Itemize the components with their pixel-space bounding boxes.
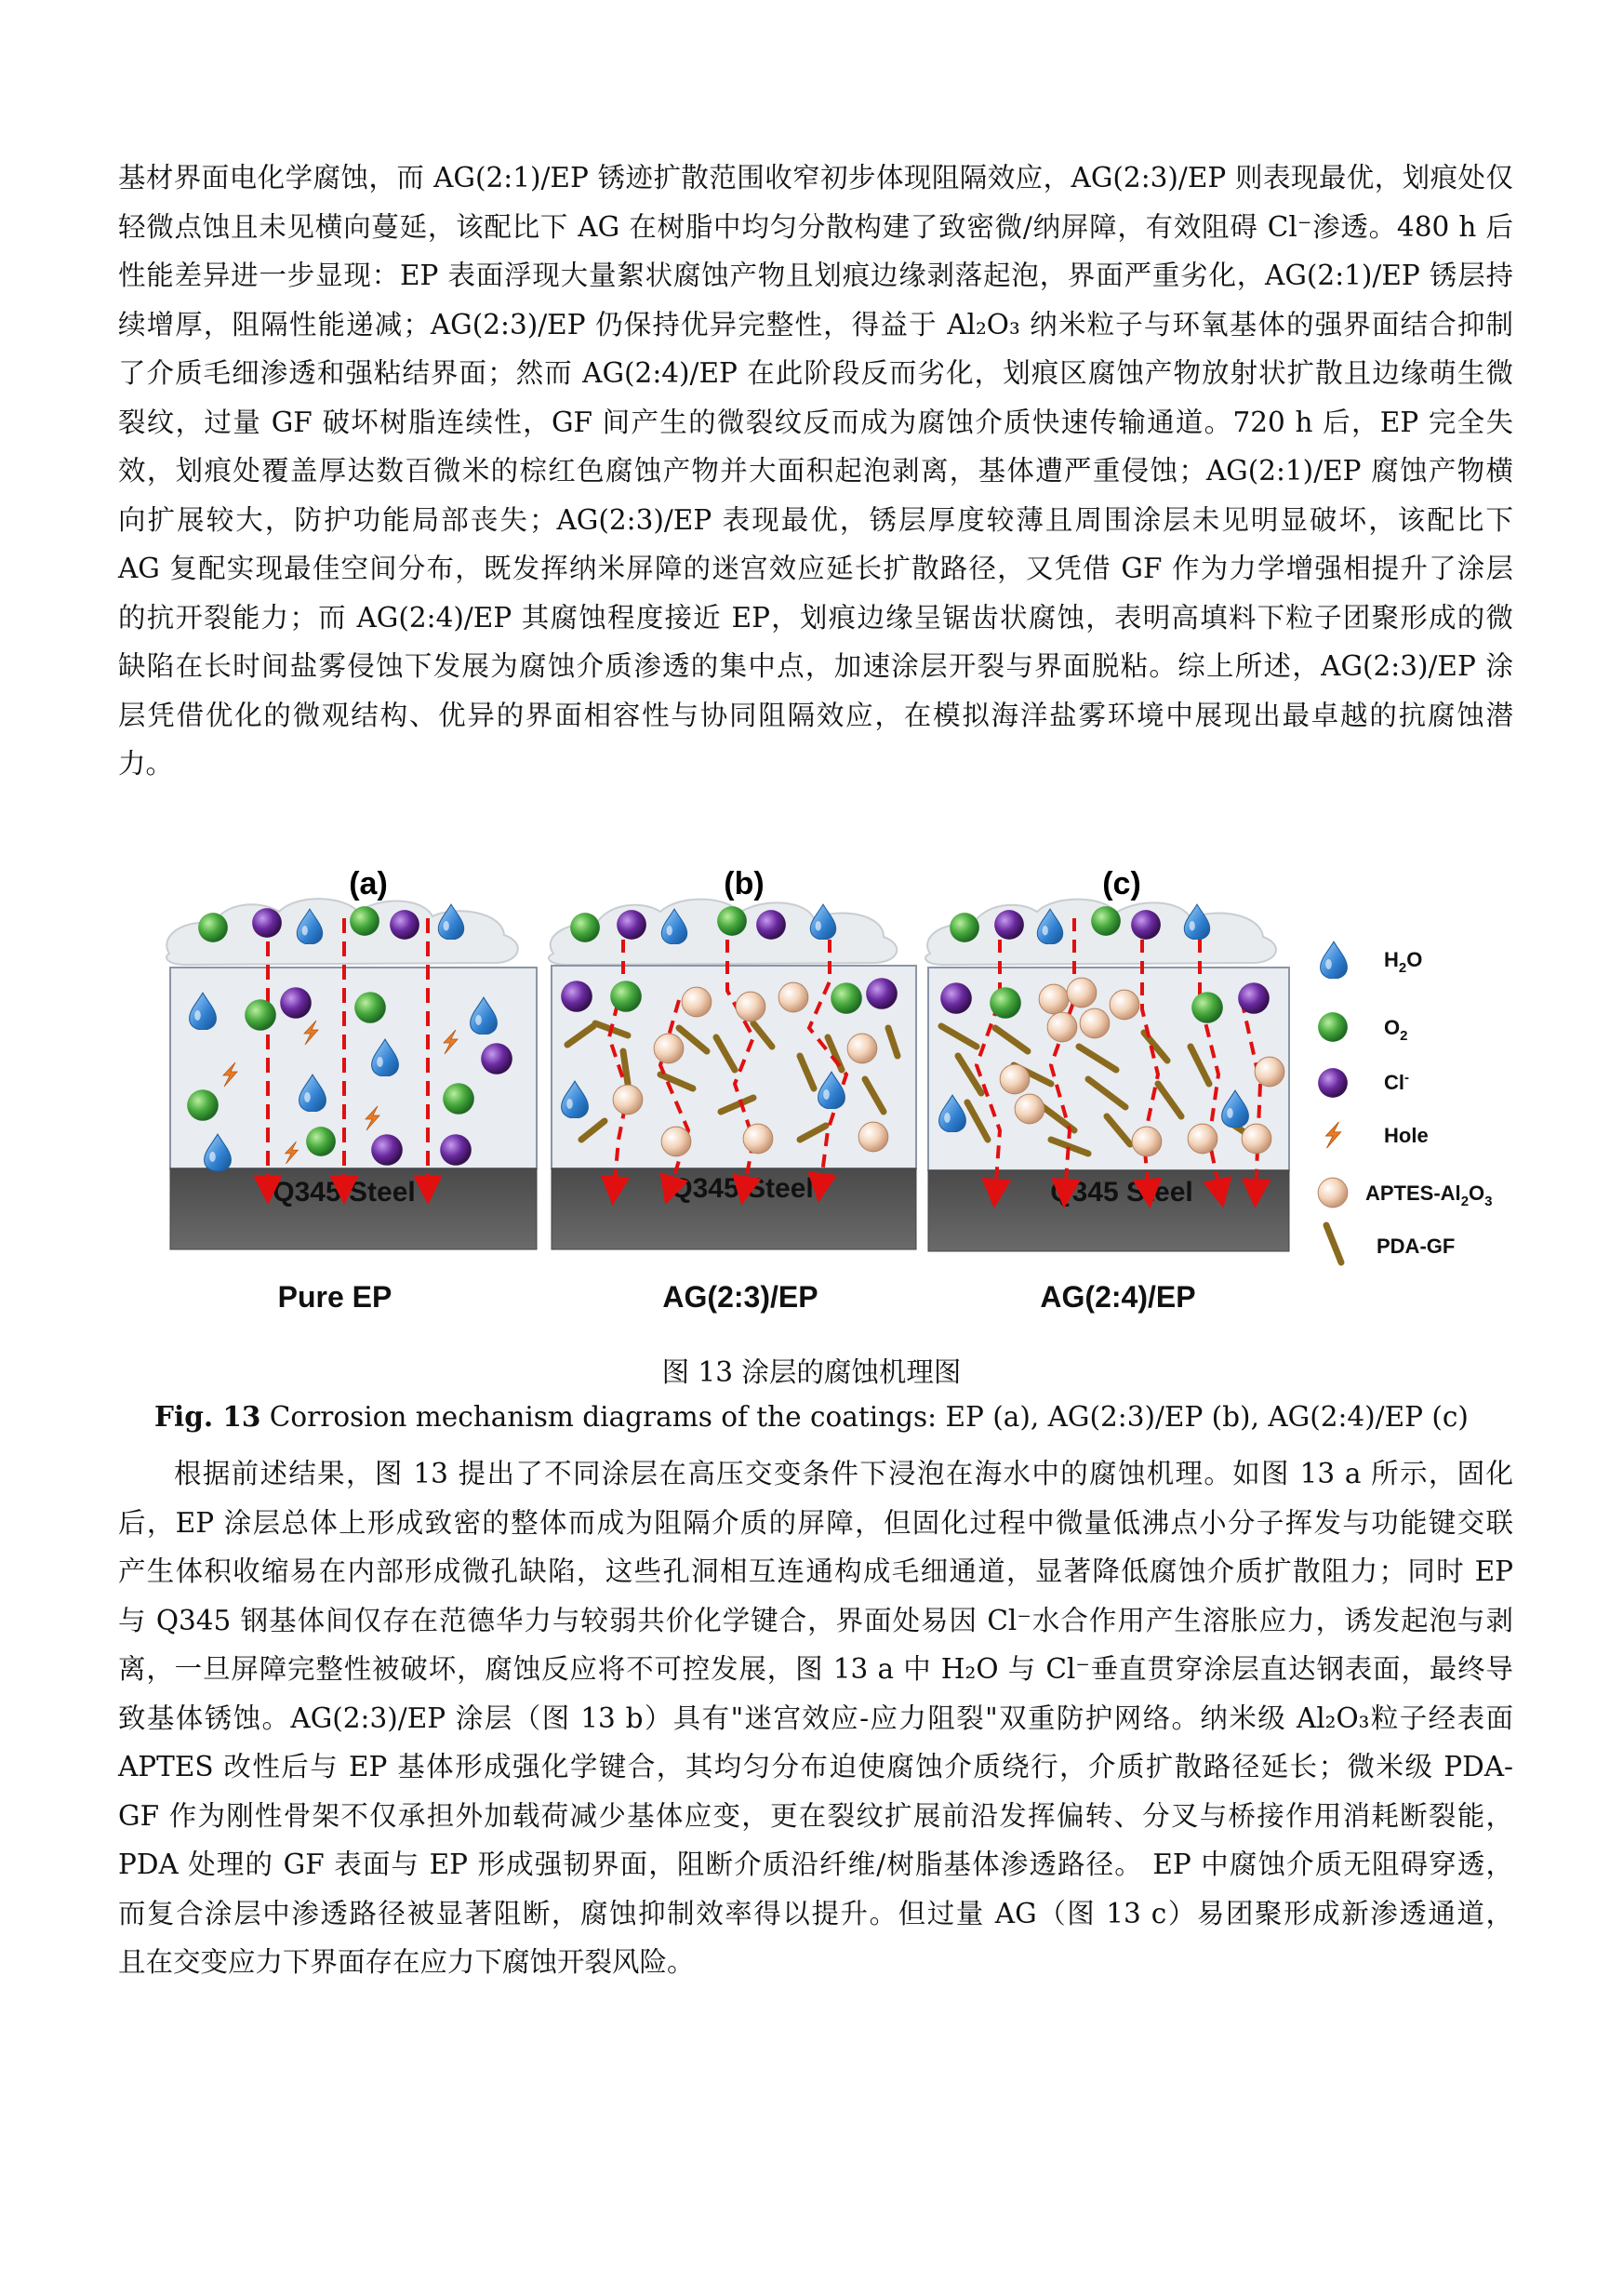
oxygen-molecule xyxy=(570,913,600,942)
oxygen-molecule xyxy=(1091,906,1121,936)
aptes-al2o3-icon xyxy=(1318,1178,1348,1208)
water-droplet xyxy=(438,904,463,940)
text-line: 产生体积收缩易在内部形成微孔缺陷，这些孔洞相互连通构成毛细通道，显著降低腐蚀介质扩散阻力；同时 EP xyxy=(118,1555,1513,1587)
corrosion-mechanism-figure xyxy=(158,861,1516,1335)
legend-label-cl: Cl- xyxy=(1384,1070,1409,1094)
text-line: 的抗开裂能力；而 AG(2:4)/EP 其腐蚀程度接近 EP，划痕边缘呈锯齿状腐蚀，表明高填料下粒子团聚形成的微 xyxy=(118,601,1513,634)
chloride-ion xyxy=(252,908,282,938)
oxygen-molecule xyxy=(610,981,642,1012)
oxygen-icon xyxy=(1318,1012,1348,1042)
oxygen-molecule xyxy=(717,906,747,936)
oxygen-molecule xyxy=(350,906,379,936)
figure-number: Fig. 13 xyxy=(154,1400,261,1433)
aptes-al2o3-particle xyxy=(1000,1064,1030,1094)
water-droplet xyxy=(1184,904,1209,940)
text-line: 根据前述结果，图 13 提出了不同涂层在高压交变条件下浸泡在海水中的腐蚀机理。如图 13 a 所示，固化 xyxy=(174,1458,1513,1489)
figure-caption-en xyxy=(0,1400,1623,1433)
text-line: 且在交变应力下界面存在应力下腐蚀开裂风险。 xyxy=(118,1946,695,1978)
oxygen-molecule xyxy=(245,999,276,1031)
aptes-al2o3-particle xyxy=(654,1034,684,1063)
paragraph-2 xyxy=(118,1449,1513,1987)
aptes-al2o3-particle xyxy=(661,1127,691,1156)
pda-gf-fiber xyxy=(623,1051,628,1084)
legend-label-hole: Hole xyxy=(1384,1124,1429,1147)
aptes-al2o3-particle xyxy=(1067,978,1097,1008)
water-droplet-icon xyxy=(1321,941,1348,979)
aptes-al2o3-particle xyxy=(1255,1057,1284,1087)
chloride-ion xyxy=(561,981,592,1012)
legend xyxy=(1318,941,1492,1262)
chloride-ion xyxy=(617,910,646,940)
oxygen-molecule xyxy=(187,1089,219,1121)
text-line: PDA 处理的 GF 表面与 EP 形成强韧界面，阻断介质沿纤维/树脂基体渗透路径。 EP 中腐蚀介质无阻碍穿透， xyxy=(118,1849,1513,1880)
oxygen-molecule xyxy=(198,913,228,942)
aptes-al2o3-particle xyxy=(1039,984,1069,1014)
chloride-icon xyxy=(1318,1068,1348,1098)
aptes-al2o3-particle xyxy=(613,1085,643,1115)
text-line: 与 Q345 钢基体间仅存在范德华力与较弱共价化学键合，界面处易因 Cl⁻水合作用产生溶胀应力，诱发起泡与剥 xyxy=(118,1604,1513,1636)
chloride-ion xyxy=(280,987,312,1019)
aptes-al2o3-particle xyxy=(778,982,808,1012)
water-droplet xyxy=(810,904,835,940)
substrate-label: Q345 Steel xyxy=(1050,1177,1193,1208)
text-line: 效，划痕处覆盖厚达数百微米的棕红色腐蚀产物并大面积起泡剥离，基体遭严重侵蚀；AG(2:1)/EP 腐蚀产物横 xyxy=(118,455,1513,487)
coating-layer xyxy=(170,968,537,1168)
aptes-al2o3-particle xyxy=(847,1034,877,1063)
pda-gf-icon xyxy=(1326,1225,1341,1262)
chloride-ion xyxy=(994,910,1024,940)
aptes-al2o3-particle xyxy=(682,987,712,1017)
aptes-al2o3-particle xyxy=(736,992,765,1021)
oxygen-molecule xyxy=(354,992,386,1023)
text-line: 而复合涂层中渗透路径被显著阻断，腐蚀抑制效率得以提升。但过量 AG（图 13 c）易团聚形成新渗透通道， xyxy=(118,1897,1513,1929)
oxygen-molecule xyxy=(306,1127,336,1156)
panel-c xyxy=(925,900,1289,1314)
text-line: 层凭借优化的微观结构、优异的界面相容性与协同阻隔效应，在模拟海洋盐雾环境中展现出最卓越的抗腐蚀潜 xyxy=(118,699,1513,731)
panel-name: AG(2:4)/EP xyxy=(1040,1280,1196,1314)
aptes-al2o3-particle xyxy=(1188,1124,1217,1154)
text-line: 了介质毛细渗透和强粘结界面；然而 AG(2:4)/EP 在此阶段反而劣化，划痕区腐蚀产物放射状扩散且边缘萌生微 xyxy=(118,357,1513,389)
substrate-label: Q345 Steel xyxy=(671,1173,814,1204)
text-line: 向扩展较大，防护功能局部丧失；AG(2:3)/EP 表现最优，锈层厚度较薄且周围涂层未见明显破坏，该配比下 xyxy=(118,503,1513,536)
oxygen-molecule xyxy=(950,913,979,942)
text-line: 力。 xyxy=(118,748,174,780)
text-line: 基材界面电化学腐蚀，而 AG(2:1)/EP 锈迹扩散范围收窄初步体现阻隔效应，AG(2:3)/EP 则表现最优，划痕处仅 xyxy=(118,162,1513,194)
legend-label-aptes: APTES-$Al_2O_3$ xyxy=(1365,1181,1493,1209)
legend-label-h2o: $H_2O$ xyxy=(1384,948,1423,976)
aptes-al2o3-particle xyxy=(1132,1127,1162,1156)
text-line: 续增厚，阻隔性能递减；AG(2:3)/EP 仍保持优异完整性，得益于 Al₂O₃ 纳米粒子与环氧基体的强界面结合抑制 xyxy=(118,308,1513,340)
panel-label-b: (b) xyxy=(724,866,765,901)
panel-label-c: (c) xyxy=(1102,866,1141,901)
oxygen-molecule xyxy=(1191,992,1223,1023)
chloride-ion xyxy=(481,1043,512,1075)
legend-label-o2: $O_2$ xyxy=(1384,1016,1408,1044)
figure-caption-cn: 图 13 涂层的腐蚀机理图 xyxy=(661,1356,962,1388)
chloride-ion xyxy=(440,1134,472,1166)
panel-b xyxy=(549,900,916,1314)
text-line: 轻微点蚀且未见横向蔓延，该配比下 AG 在树脂中均匀分散构建了致密微/纳屏障，有效阻碍 Cl⁻渗透。480 h 后 xyxy=(118,210,1513,243)
paragraph-1 xyxy=(118,154,1513,789)
legend-label-pdagf: PDA-GF xyxy=(1377,1235,1456,1258)
text-line: 离，一旦屏障完整性被破坏，腐蚀反应将不可控发展，图 13 a 中 H₂O 与 Cl⁻垂直贯穿涂层直达钢表面，最终导 xyxy=(118,1653,1513,1685)
text-line: 裂纹，过量 GF 破坏树脂连续性，GF 间产生的微裂纹反而成为腐蚀介质快速传输通道。720 h 后，EP 完全失 xyxy=(118,406,1513,438)
panel-name: AG(2:3)/EP xyxy=(662,1280,818,1314)
substrate-label: Q345 Steel xyxy=(273,1177,416,1208)
text-line: 致基体锈蚀。AG(2:3)/EP 涂层（图 13 b）具有"迷宫效应-应力阻裂"双重防护网络。纳米级 Al₂O₃粒子经表面 xyxy=(118,1702,1513,1734)
text-line: AG 复配实现最佳空间分布，既发挥纳米屏障的迷宫效应延长扩散路径，又凭借 GF 作为力学增强相提升了涂层 xyxy=(118,553,1513,584)
text-line: 缺陷在长时间盐雾侵蚀下发展为腐蚀介质渗透的集中点，加速涂层开裂与界面脱粘。综上所述，AG(2:3)/EP 涂 xyxy=(118,650,1513,682)
aptes-al2o3-particle xyxy=(858,1122,888,1152)
aptes-al2o3-particle xyxy=(1080,1008,1110,1038)
chloride-ion xyxy=(756,910,786,940)
text-line: APTES 改性后与 EP 基体形成强化学键合，其均匀分布迫使腐蚀介质绕行，介质扩散路径延长；微米级 PDA- xyxy=(118,1751,1513,1782)
oxygen-molecule xyxy=(990,987,1021,1019)
oxygen-molecule xyxy=(443,1083,474,1115)
hole-icon xyxy=(1325,1122,1340,1148)
aptes-al2o3-particle xyxy=(1047,1012,1077,1042)
aptes-al2o3-particle xyxy=(1015,1094,1044,1124)
aptes-al2o3-particle xyxy=(1110,990,1139,1020)
oxygen-molecule xyxy=(831,982,862,1014)
panel-name: Pure EP xyxy=(277,1280,392,1314)
chloride-ion xyxy=(1131,910,1161,940)
chloride-ion xyxy=(866,978,898,1009)
chloride-ion xyxy=(940,982,972,1014)
aptes-al2o3-particle xyxy=(743,1124,773,1154)
panel-label-a: (a) xyxy=(349,866,388,901)
text-line: GF 作为刚性骨架不仅承担外加载荷减少基体应变，更在裂纹扩展前沿发挥偏转、分叉与桥接作用消耗断裂能， xyxy=(118,1799,1513,1832)
panel-a xyxy=(166,899,537,1314)
text-line: 后，EP 涂层总体上形成致密的整体而成为阻隔介质的屏障，但固化过程中微量低沸点小分子挥发与功能键交联 xyxy=(118,1506,1513,1539)
chloride-ion xyxy=(390,910,419,940)
text-line: 性能差异进一步显现：EP 表面浮现大量絮状腐蚀产物且划痕边缘剥落起泡，界面严重劣化，AG(2:1)/EP 锈层持 xyxy=(118,260,1513,291)
chloride-ion xyxy=(1238,982,1270,1014)
caption-text: Corrosion mechanism diagrams of the coatings: EP (a), AG(2:3)/EP (b), AG(2:4)/EP (c) xyxy=(260,1401,1469,1433)
chloride-ion xyxy=(371,1134,403,1166)
aptes-al2o3-particle xyxy=(1242,1124,1271,1154)
